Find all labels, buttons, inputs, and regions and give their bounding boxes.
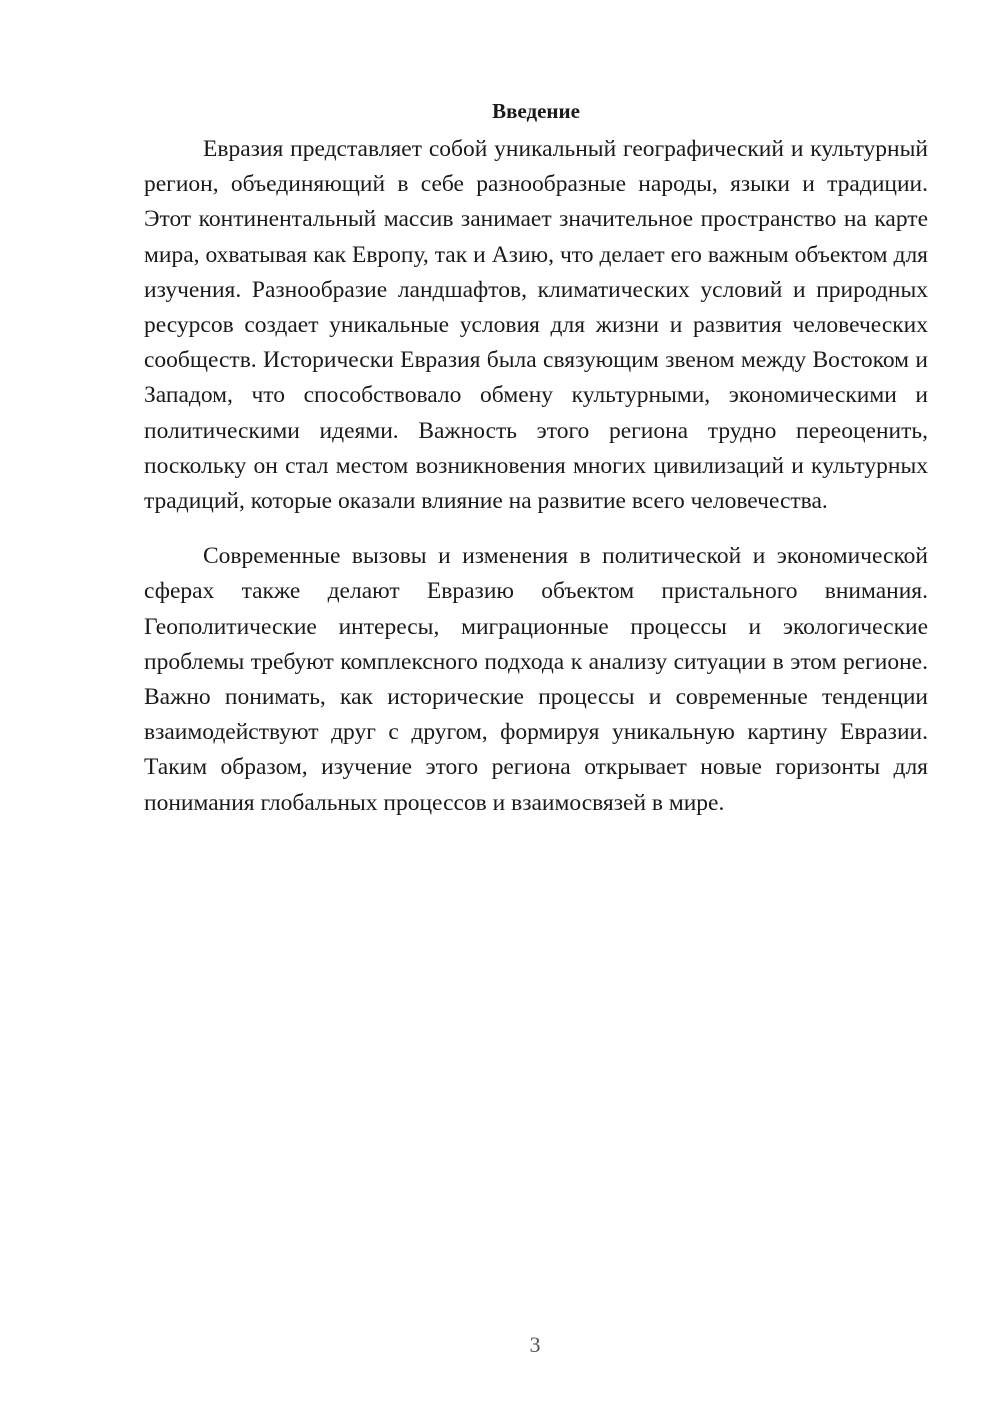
section-heading: Введение xyxy=(492,99,580,123)
paragraph-modern-challenges: Современные вызовы и изменения в политической и экономической сферах также делают Евразию объектом пристального внимания. Геополитические интересы, миграционные процессы и экологические проблемы требуют комплексного подхода к анализу ситуации в этом регионе. Важно понимать, как исторические процессы и современные тенденции взаимодействуют друг с другом, формируя уникальную картину Евразии. Таким образом, изучение этого региона открывает новые горизонты для понимания глобальных процессов и взаимосвязей в мире. xyxy=(144,543,928,816)
paragraph-intro: Евразия представляет собой уникальный географический и культурный регион, объединяющий в себе разнообразные народы, языки и традиции. Этот континентальный массив занимает значительное пространство на карте мира, охватывая как Европу, так и Азию, что делает его важным объектом для изучения. Разнообразие ландшафтов, климатических условий и природных ресурсов создает уникальные условия для жизни и развития человеческих сообществ. Исторически Евразия была связующим звеном между Востоком и Западом, что способствовало обмену культурными, экономическими и политическими идеями. Важность этого региона трудно переоценить, поскольку он стал местом возникновения многих цивилизаций и культурных традиций, которые оказали влияние на развитие всего человечества. xyxy=(144,136,928,515)
page-content xyxy=(144,96,928,821)
page-number: 3 xyxy=(529,1332,541,1357)
